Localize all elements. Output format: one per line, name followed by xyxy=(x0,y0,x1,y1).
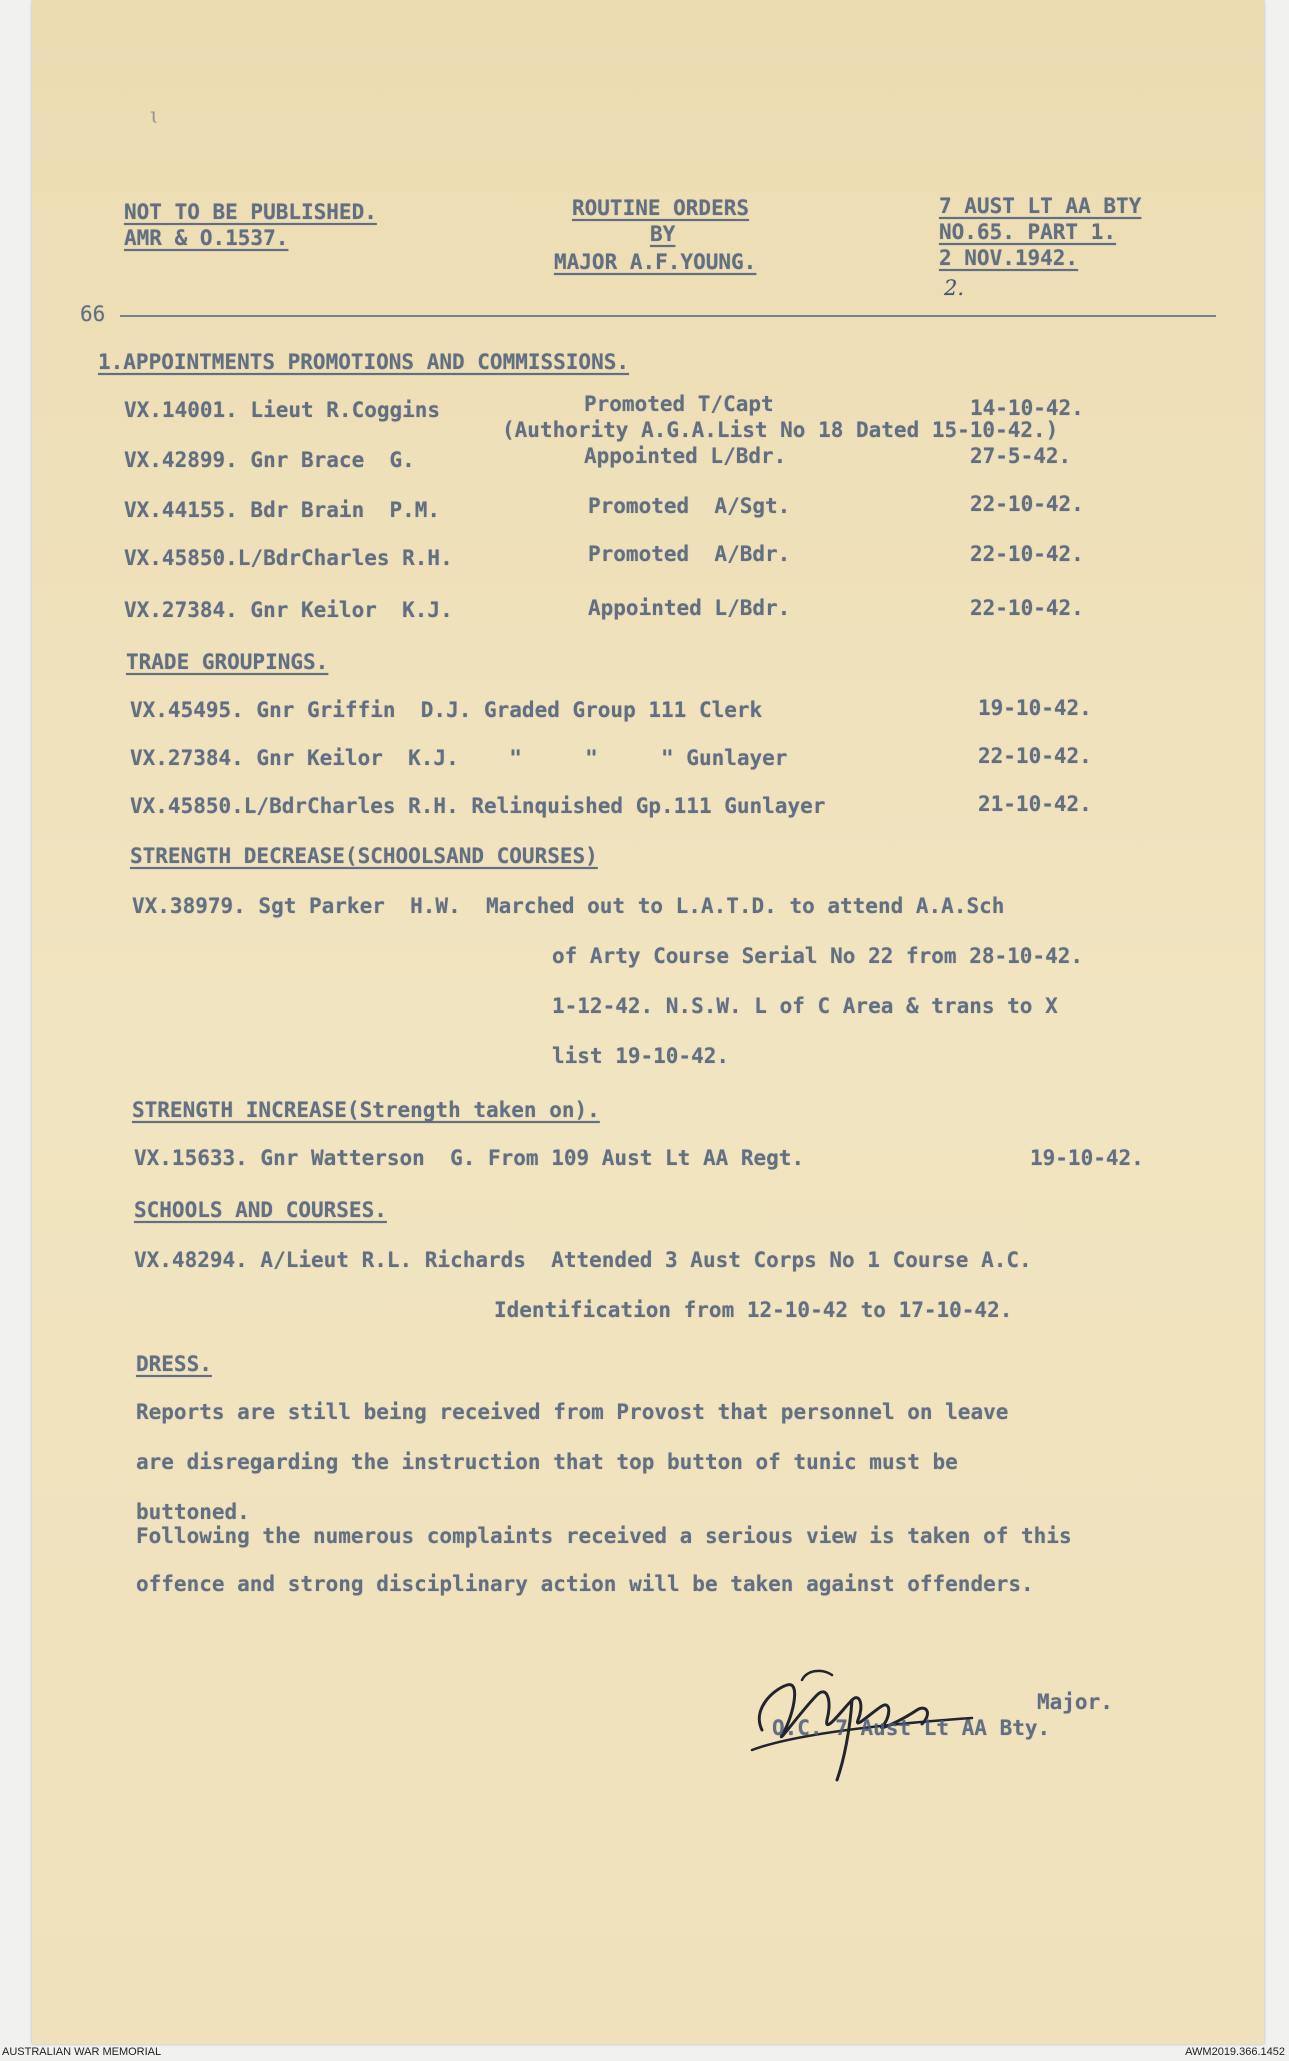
signature xyxy=(732,1640,992,1790)
header-by: BY xyxy=(650,222,676,246)
entry-date: 14-10-42. xyxy=(970,396,1084,420)
signature-title: O.C. 7 Aust Lt AA Bty. xyxy=(772,1716,1051,1740)
header-major: MAJOR A.F.YOUNG. xyxy=(554,250,757,274)
schools-line: Identification from 12-10-42 to 17-10-42. xyxy=(494,1298,1013,1322)
trade-entry: VX.45850.L/BdrCharles R.H. Relinquished Gp.111 Gunlayer xyxy=(130,794,826,818)
header-routine-orders: ROUTINE ORDERS xyxy=(572,196,750,220)
entry-action: Promoted T/Capt xyxy=(584,392,774,416)
header-date: 2 NOV.1942. xyxy=(939,246,1079,270)
decrease-line: of Arty Course Serial No 22 from 28-10-42. xyxy=(552,944,1084,968)
decrease-line: list 19-10-42. xyxy=(552,1044,730,1068)
entry-date: 22-10-42. xyxy=(970,542,1084,566)
section-appointments-heading: 1.APPOINTMENTS PROMOTIONS AND COMMISSIONS. xyxy=(98,350,630,374)
increase-date: 19-10-42. xyxy=(1030,1146,1144,1170)
trade-entry: VX.27384. Gnr Keilor K.J. " " " Gunlayer xyxy=(130,746,788,770)
header-not-published: NOT TO BE PUBLISHED. xyxy=(124,200,377,224)
trade-entry-date: 22-10-42. xyxy=(978,744,1092,768)
section-dress-heading: DRESS. xyxy=(136,1352,212,1376)
entry-date: 27-5-42. xyxy=(970,444,1072,468)
entry-soldier: VX.42899. Gnr Brace G. xyxy=(124,448,415,472)
entry-soldier: VX.45850.L/BdrCharles R.H. xyxy=(124,546,453,570)
section-schools-heading: SCHOOLS AND COURSES. xyxy=(134,1198,387,1222)
entry-soldier: VX.27384. Gnr Keilor K.J. xyxy=(124,598,453,622)
section-trade-heading: TRADE GROUPINGS. xyxy=(126,650,329,674)
footer-right: AWM2019.366.1452 xyxy=(1185,2046,1285,2058)
entry-date: 22-10-42. xyxy=(970,492,1084,516)
trade-entry: VX.45495. Gnr Griffin D.J. Graded Group 111 Clerk xyxy=(130,698,763,722)
header-order-number: NO.65. PART 1. xyxy=(939,220,1117,244)
dress-line: buttoned. xyxy=(136,1500,250,1524)
entry-action: Appointed L/Bdr. xyxy=(584,444,787,468)
trade-entry-date: 21-10-42. xyxy=(978,792,1092,816)
entry-action: Promoted A/Bdr. xyxy=(588,542,791,566)
entry-action: Appointed L/Bdr. xyxy=(588,596,791,620)
entry-authority: (Authority A.G.A.List No 18 Dated 15-10-42.) xyxy=(502,418,1059,442)
header-battery: 7 AUST LT AA BTY xyxy=(939,194,1142,218)
dress-line: Following the numerous complaints received a serious view is taken of this xyxy=(136,1524,1072,1548)
dress-line: Reports are still being received from Provost that personnel on leave xyxy=(136,1400,1009,1424)
decrease-line: VX.38979. Sgt Parker H.W. Marched out to L.A.T.D. to attend A.A.Sch xyxy=(132,894,1005,918)
header-reference: AMR & O.1537. xyxy=(124,226,289,250)
schools-line: VX.48294. A/Lieut R.L. Richards Attended 3 Aust Corps No 1 Course A.C. xyxy=(134,1248,1032,1272)
decrease-line: 1-12-42. N.S.W. L of C Area & trans to X xyxy=(552,994,1058,1018)
signature-rank: Major. xyxy=(1037,1690,1113,1714)
pencil-mark: ɩ xyxy=(150,104,159,129)
header-handwritten-date: 2. xyxy=(944,276,965,300)
entry-soldier: VX.14001. Lieut R.Coggins xyxy=(124,398,441,422)
increase-entry: VX.15633. Gnr Watterson G. From 109 Aust Lt AA Regt. xyxy=(134,1146,805,1170)
dress-line: offence and strong disciplinary action will be taken against offenders. xyxy=(136,1572,1034,1596)
section-decrease-heading: STRENGTH DECREASE(SCHOOLSAND COURSES) xyxy=(130,844,598,868)
entry-soldier: VX.44155. Bdr Brain P.M. xyxy=(124,498,441,522)
dress-line: are disregarding the instruction that top button of tunic must be xyxy=(136,1450,958,1474)
entry-action: Promoted A/Sgt. xyxy=(588,494,791,518)
page-number: 66 xyxy=(80,302,106,326)
document-page xyxy=(32,0,1264,2044)
header-rule xyxy=(120,315,1216,317)
trade-entry-date: 19-10-42. xyxy=(978,696,1092,720)
entry-date: 22-10-42. xyxy=(970,596,1084,620)
footer-left: AUSTRALIAN WAR MEMORIAL xyxy=(2,2046,162,2058)
section-increase-heading: STRENGTH INCREASE(Strength taken on). xyxy=(132,1098,600,1122)
